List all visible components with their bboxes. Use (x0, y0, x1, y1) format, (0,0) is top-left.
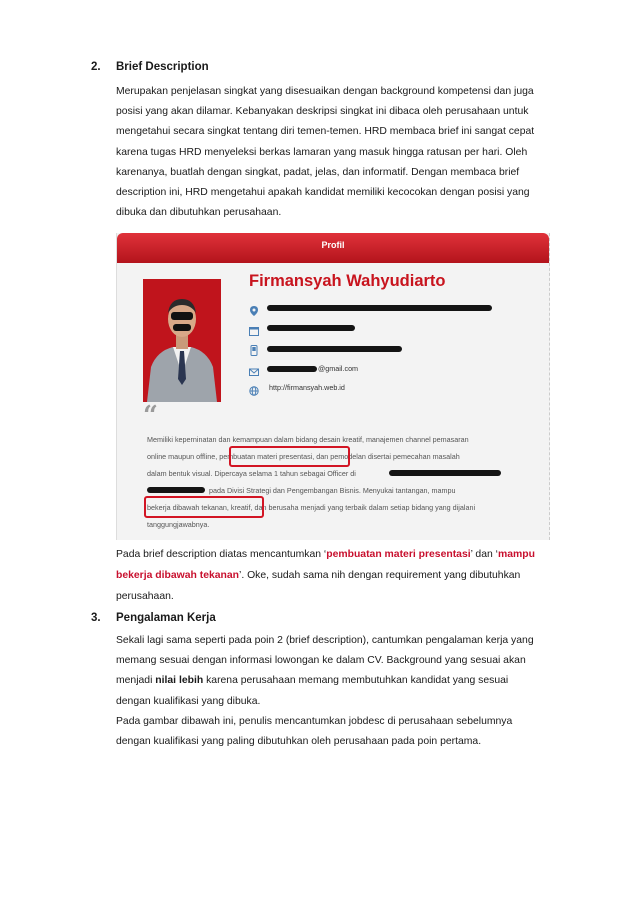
email-suffix: @gmail.com (318, 364, 359, 373)
website-link: http://firmansyah.web.id (269, 383, 345, 392)
section-3-number: 3. (91, 612, 101, 624)
paragraph-line: memang sesuai dengan informasi lowongan ke dalam CV. Background yang sesuai akan (116, 655, 526, 667)
caption-line: perusahaan. (116, 591, 174, 602)
bio-line: pada Divisi Strategi dan Pengembangan Bisnis. Menyukai tantangan, mampu (209, 486, 456, 495)
profile-photo (143, 279, 221, 402)
bold-value: nilai lebih (155, 675, 204, 687)
bio-line: tanggungjawabnya. (147, 520, 210, 529)
redacted-email (267, 366, 317, 372)
highlight-box-pressure (144, 496, 264, 518)
bio-line: bekerja dibawah tekanan, kreatif, dan berusaha menjadi yang terbaik dalam setiap bidang yang dijalani (147, 503, 476, 512)
bio-line: Memiliki keperninatan dan kemampuan dalam bidang desain kreatif, manajemen channel pemasaran (147, 435, 469, 444)
section-3-paragraph (116, 631, 534, 752)
paragraph-line: karenanya, buatlah dengan singkat, padat, jelas, dan informatif. Dengan membaca brief (116, 166, 520, 178)
paragraph-line: dengan kualifikasi yang paling dibutuhkan oleh perusahaan pada poin pertama. (116, 736, 482, 748)
paragraph-line: Merupakan penjelasan singkat yang disesuaikan dengan background kompetensi dan juga (116, 86, 534, 97)
redacted-address (267, 305, 492, 311)
profile-header-title: Profil (321, 240, 345, 250)
paragraph-line: menjadi nilai lebih karena perusahaan memang membutuhkan kandidat yang sesuai (116, 675, 509, 687)
highlight-pressure: bekerja dibawah tekanan (116, 570, 240, 581)
paragraph-line: mengetahui secara singkat tentang diri temen-temen. HRD membaca brief ini sangat cepat (116, 126, 535, 138)
redacted-birthdate (267, 325, 355, 331)
redacted-company (389, 470, 501, 476)
profile-name: Firmansyah Wahyudiarto (249, 272, 446, 290)
bio-line: dalam bentuk visual. Dipercaya selama 1 tahun sebagai Officer di (147, 469, 356, 478)
calendar-icon (249, 323, 259, 333)
section-2-number: 2. (91, 61, 101, 73)
redacted-phone (267, 346, 402, 352)
email-icon (249, 364, 259, 374)
paragraph-line: dengan kualifikasi yang dibuka. (116, 695, 261, 707)
highlight-box-presentation (229, 446, 350, 467)
profile-screenshot (116, 233, 550, 540)
highlight-presentation: pembuatan materi presentasi (326, 549, 471, 560)
globe-icon (249, 383, 259, 393)
section-2-title: Brief Description (116, 61, 209, 73)
section-2-paragraph (116, 82, 534, 223)
paragraph-line: Pada gambar dibawah ini, penulis mencantumkan jobdesc di perusahaan sebelumnya (116, 715, 513, 727)
section-3-title: Pengalaman Kerja (116, 612, 216, 624)
phone-icon (249, 343, 259, 354)
caption-line: bekerja dibawah tekanan’. Oke, sudah sama nih dengan requirement yang dibutuhkan (116, 570, 521, 581)
paragraph-line: dibuka dan dibutuhkan perusahaan. (116, 207, 282, 219)
paragraph-line: karena tugas HRD menyeleksi berkas lamaran yang masuk hingga ratusan per hari. Oleh (116, 146, 528, 158)
paragraph-line: description ini, HRD mengetahui apakah kandidat memiliki kecocokan dengan posisi yang (116, 187, 530, 199)
paragraph-line: posisi yang akan dilamar. Kebanyakan deskripsi singkat ini dibaca oleh perusahaan untuk (116, 106, 529, 118)
caption-line: Pada brief description diatas mencantumkan ‘pembuatan materi presentasi’ dan ‘mampu (116, 549, 535, 560)
location-icon (249, 303, 259, 313)
quote-mark-icon: “ (143, 401, 158, 431)
highlight-pressure: mampu (497, 549, 535, 560)
redacted-company-2 (147, 487, 205, 493)
paragraph-line: Sekali lagi sama seperti pada poin 2 (brief description), cantumkan pengalaman kerja yang (116, 635, 534, 646)
bio-line: online maupun offline, pembuatan materi presentasi, dan pemodelan disertai pemecahan masalah (147, 452, 460, 461)
